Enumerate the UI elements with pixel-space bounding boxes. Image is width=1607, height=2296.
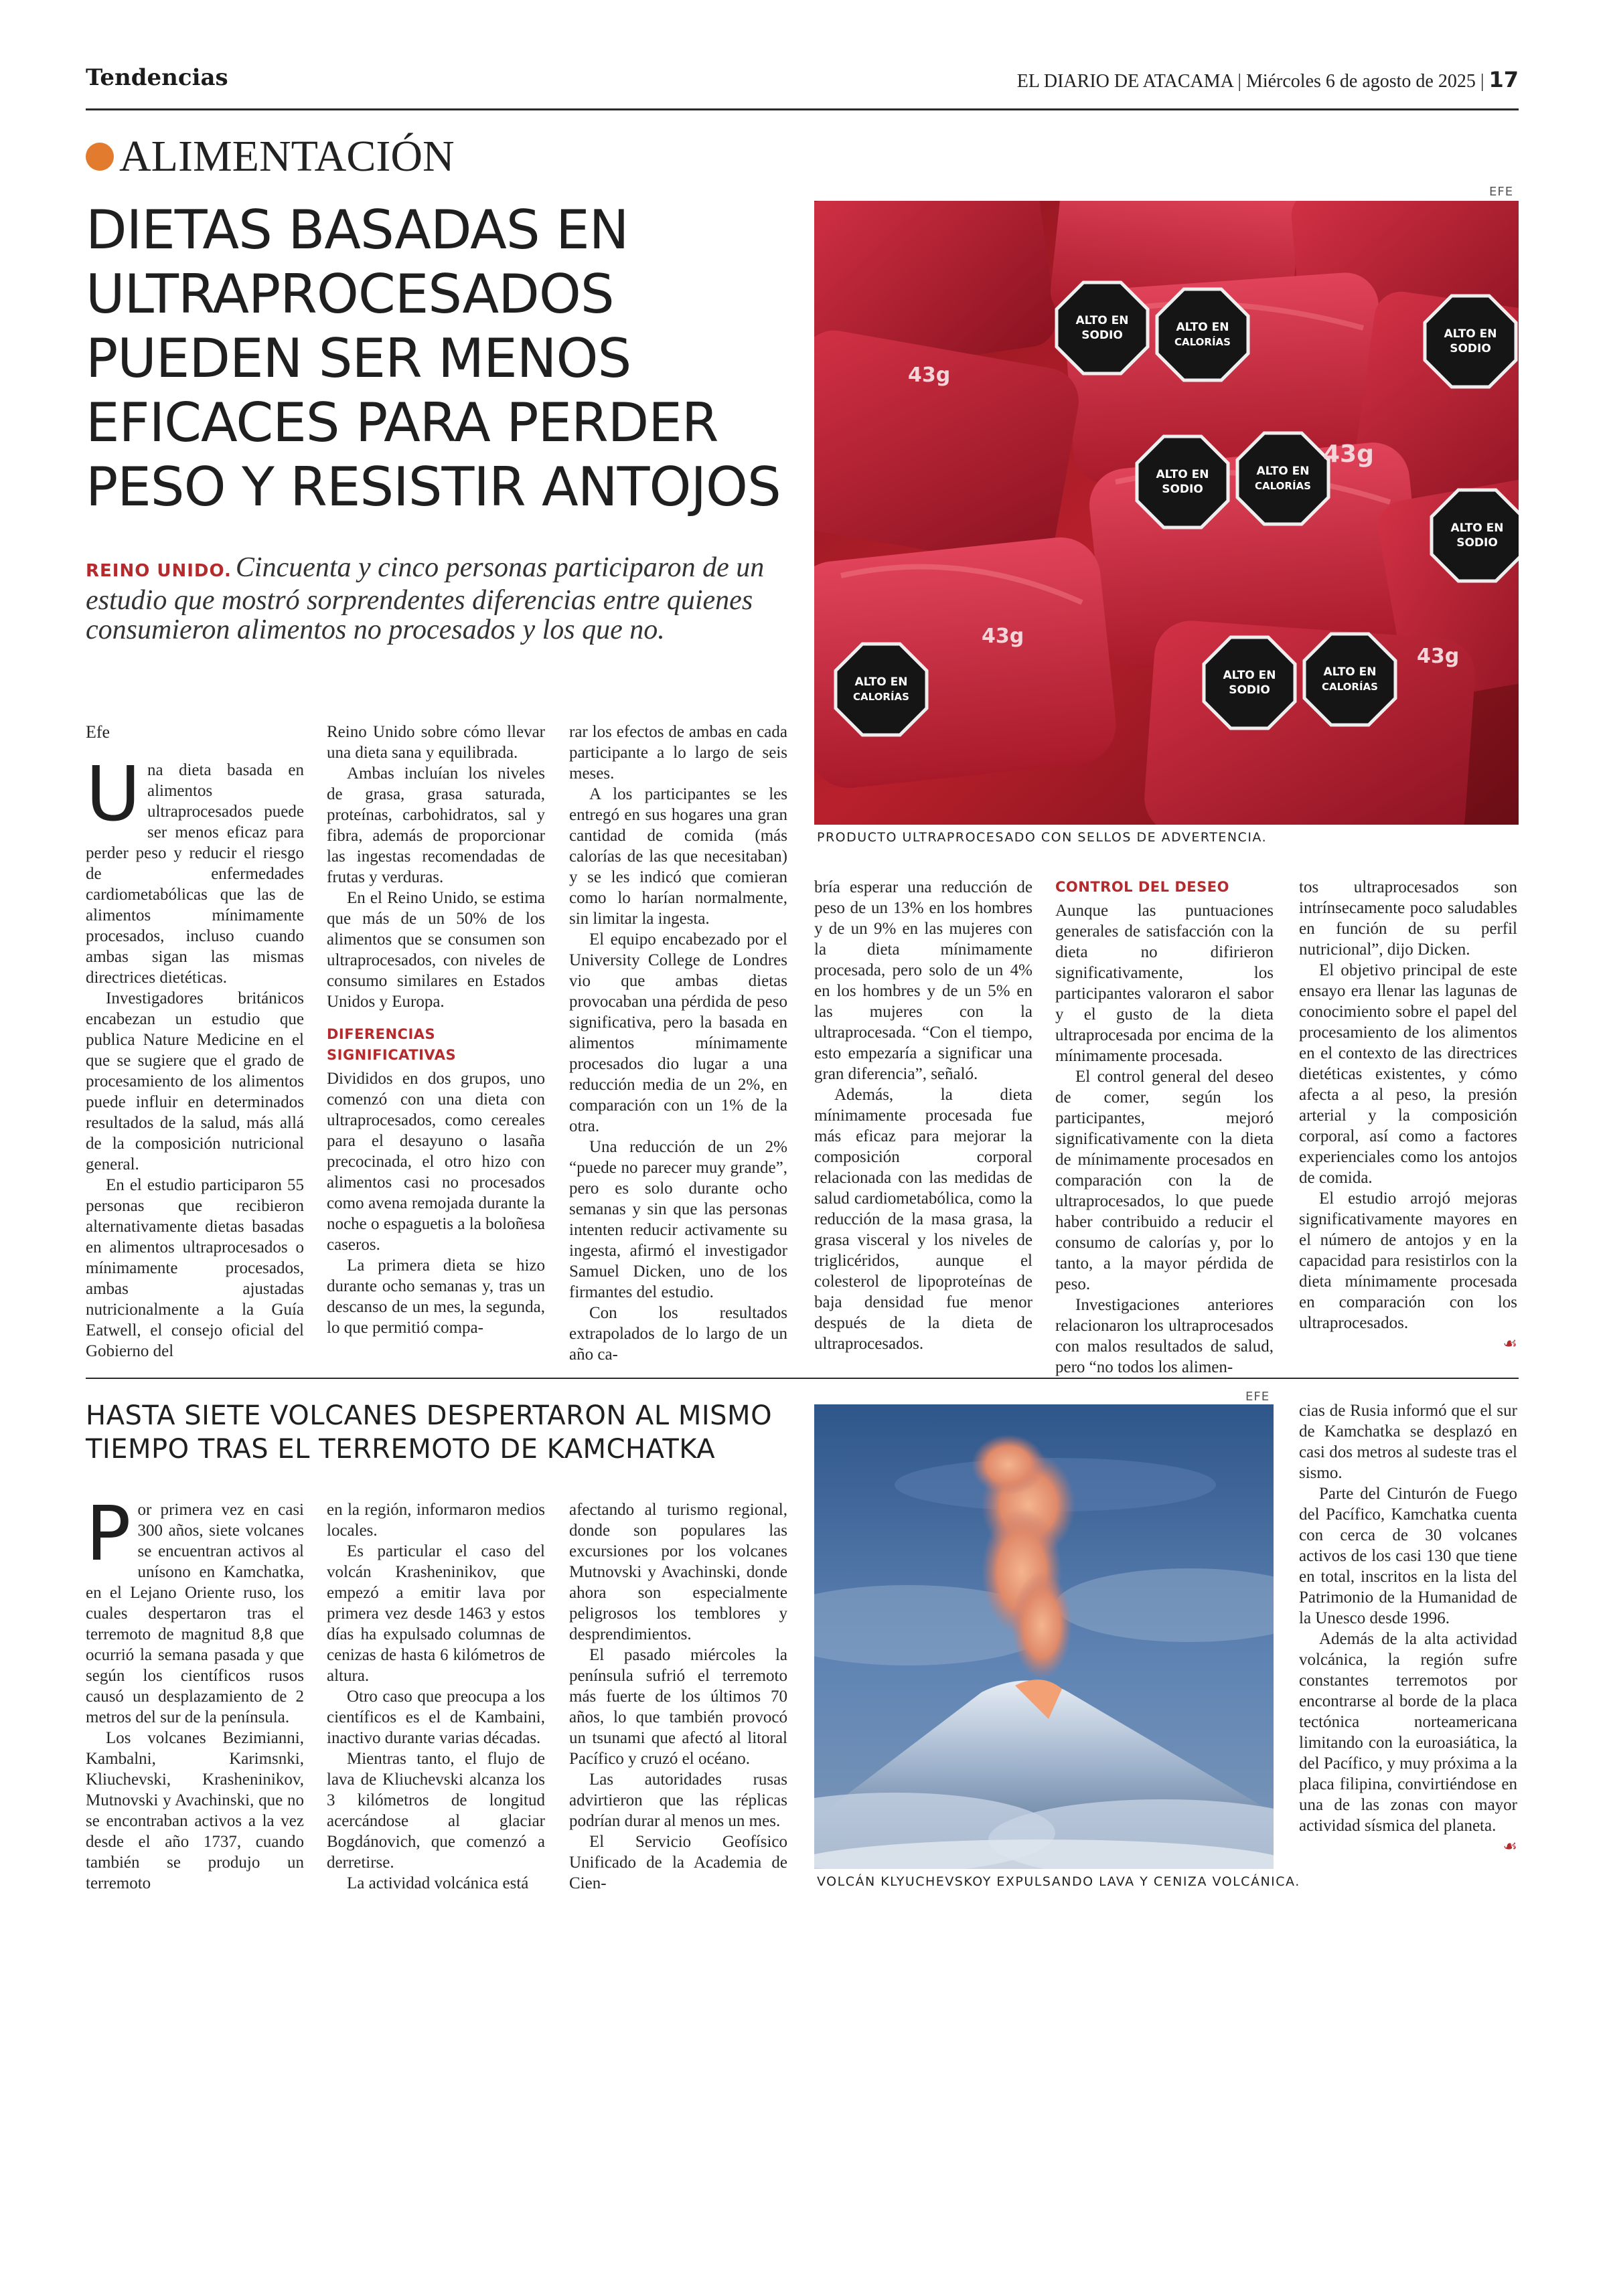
paragraph: Divididos en dos grupos, uno comenzó con una dieta con ultraprocesados, como cereales para el desayuno o lasaña precocinada, el otro hizo con alimentos casi no procesados como avena remojada durante la noche o espaguetis a la boloñesa caseros.	[327, 1070, 545, 1254]
end-mark-icon: ☙	[1503, 1837, 1517, 1856]
paragraph: La primera dieta se hizo durante ocho semanas y, tras un descanso de un mes, la segunda, lo que permitió compa-	[327, 1256, 545, 1337]
paragraph: Mientras tanto, el flujo de lava de Kliuchevski alcanza los 3 kilómetros de longitud acercándose al glaciar Bogdánovich, que comenzó a derretirse.	[327, 1750, 545, 1872]
paragraph: Las autoridades rusas advirtieron que las réplicas podrían durar al menos un mes.	[569, 1771, 787, 1830]
article2-column-3	[569, 1499, 787, 1894]
drop-cap: U	[86, 751, 141, 838]
paragraph: El objetivo principal de este ensayo era llenar las lagunas de conocimiento sobre el papel del procesamiento de los alimentos en el contexto de las directrices dietéticas existentes, y cómo afecta a al peso, la presión arterial y la composición corporal, así como a factores experienciales como los antojos de comida.	[1299, 961, 1517, 1187]
paragraph: El pasado miércoles la península sufrió el terremoto más fuerte de los últimos 70 años, lo que también provocó un tsunami que afectó al litoral Pacífico y cruzó el océano.	[569, 1646, 787, 1768]
article-kicker	[86, 131, 455, 182]
header-rule	[86, 108, 1519, 110]
seal-label-calorias: CALORÍAS	[1174, 336, 1231, 348]
paragraph: Una reducción de un 2% “puede no parecer muy grande”, pero es solo durante ocho semanas y sin que las personas intenten reducir activamente su ingesta, afirmó el investigador Samuel Dicken, uno de los firmantes del estudio.	[569, 1138, 787, 1301]
paragraph: La actividad volcánica está	[347, 1874, 529, 1892]
volcano-photo	[814, 1404, 1274, 1869]
header-separator: |	[1237, 71, 1246, 92]
paragraph: En el Reino Unido, se estima que más de un 50% de los alimentos que se consumen son ultraprocesados, con niveles de consumo similares en Estados Unidos y Europa.	[327, 889, 545, 1011]
article-lede	[86, 553, 795, 645]
seal-label-line1: ALTO EN	[1450, 521, 1504, 535]
paragraph: El Servicio Geofísico Unificado de la Academia de Cien-	[569, 1833, 787, 1892]
paragraph: A los participantes se les entregó en sus hogares una gran cantidad de comida (más calorías de las que necesitaban) y se les indicó que comieran como lo harían normalmente, sin limitar la ingesta.	[569, 785, 787, 928]
article-column-6	[1299, 877, 1517, 1354]
package-weight: 43g	[1323, 440, 1374, 468]
paragraph: Con los resultados extrapolados de lo largo de un año ca-	[569, 1304, 787, 1364]
paragraph: El estudio arrojó mejoras significativamente mayores en el número de antojos y en la capacidad para resistirlos con la dieta mínimamente procesada en comparación con los ultraprocesados.	[1299, 1190, 1517, 1332]
article2-column-2	[327, 1499, 545, 1894]
lede-location: REINO UNIDO.	[86, 561, 232, 581]
seal-label-sodio: SODIO	[1456, 536, 1498, 550]
seal-label-line1: ALTO EN	[1256, 465, 1310, 478]
article-subhead: DIFERENCIAS SIGNIFICATIVAS	[327, 1026, 457, 1063]
seal-label-line1: ALTO EN	[1444, 327, 1497, 341]
paragraph: Además, la dieta mínimamente procesada fue más eficaz para mejorar la composición corporal relacionada con las medidas de salud cardiometabólica, como la reducción de la masa grasa, la grasa visceral y los niveles de triglicéridos, aunque el colesterol de lipoproteínas de baja densidad fue menor después de la dieta de ultraprocesados.	[814, 1086, 1032, 1353]
seal-label-line1: ALTO EN	[1323, 665, 1377, 679]
product-photo-illustration	[814, 201, 1519, 825]
photo-credit: EFE	[1245, 1390, 1270, 1404]
seal-label-calorias: CALORÍAS	[1322, 681, 1378, 693]
paragraph: Investigadores británicos encabezan un estudio que publica Nature Medicine en el que se sugiere que el grado de procesamiento de los alimentos puede influir en determinados resultados de la salud, más allá de la composición nutricional general.	[86, 989, 304, 1173]
seal-label-line1: ALTO EN	[1176, 321, 1229, 334]
article-column-5	[1055, 877, 1274, 1378]
article-headline: DIETAS BASADAS EN ULTRAPROCESADOS PUEDEN SER MENOS EFICACES PARA PERDER PESO Y RESISTIR ANTOJOS	[86, 199, 781, 518]
paragraph: El equipo encabezado por el University College de Londres vio que ambas dietas provocaban una pérdida de peso significativa, pero la basada en alimentos mínimamente procesados dio lugar a una reducción media de un 2%, en comparación con un 1% de la otra.	[569, 930, 787, 1135]
header-separator: |	[1480, 71, 1489, 92]
photo-caption: PRODUCTO ULTRAPROCESADO CON SELLOS DE ADVERTENCIA.	[817, 830, 1268, 845]
seal-label-sodio: SODIO	[1450, 342, 1491, 355]
paragraph: Además de la alta actividad volcánica, la región sufre constantes terremotos por encontrarse al borde de la placa tectónica norteamericana limitando con la euroasiática, la del Pacífico, y muy próxima a la placa filipina, convirtiéndose en una de las zonas con mayor actividad sísmica del planeta.	[1299, 1630, 1517, 1835]
paragraph: afectando al turismo regional, donde son populares las excursiones por los volcanes Mutnovski y Avachinski, donde ahora son especialmente peligrosos los temblores y desprendimientos.	[569, 1501, 787, 1643]
seal-label-line1: ALTO EN	[1075, 314, 1129, 327]
article-column-3	[569, 722, 787, 1365]
seal-label-sodio: SODIO	[1162, 483, 1203, 496]
seal-label-calorias: CALORÍAS	[1255, 480, 1311, 492]
article-divider	[86, 1378, 1519, 1379]
seal-label-line1: ALTO EN	[1223, 669, 1276, 682]
paragraph: Es particular el caso del volcán Krasheninikov, que empezó a emitir lava por primera vez desde 1463 y estos días ha expulsado columnas de cenizas de hasta 6 kilómetros de altura.	[327, 1542, 545, 1685]
photo-credit: EFE	[1489, 185, 1514, 199]
paragraph: na dieta basada en alimentos ultraprocesados puede ser menos eficaz para perder peso y reducir el riesgo de enfermedades cardiometabólicas que las de alimentos mínimamente procesados, incluso cuando ambas sigan las mismas directrices dietéticas.	[86, 761, 304, 987]
seal-label-sodio: SODIO	[1081, 329, 1123, 342]
seal-label-line1: ALTO EN	[854, 675, 908, 689]
section-name: Tendencias	[86, 64, 228, 91]
seal-label-sodio: SODIO	[1229, 683, 1270, 697]
kicker-dot-icon	[86, 143, 114, 171]
article2-column-4	[1299, 1400, 1517, 1857]
paragraph: bría esperar una reducción de peso de un 13% en los hombres y de un 9% en las mujeres con la dieta mínimamente procesada, pero solo de un 4% en los hombres y de un 5% en las mujeres con la ultraprocesada. “Con el tiempo, esto empezaría a significar una gran diferencia”, señaló.	[814, 878, 1032, 1083]
drop-cap: P	[86, 1491, 131, 1578]
paragraph: Parte del Cinturón de Fuego del Pacífico, Kamchatka cuenta con cerca de 30 volcanes activos de los casi 130 que tiene en total, inscritos en la lista del Patrimonio de la Humanidad de la Unesco desde 1996.	[1299, 1485, 1517, 1627]
paragraph: Otro caso que preocupa a los científicos es el de Kambaini, inactivo durante varias décadas.	[327, 1688, 545, 1747]
article-column-2	[327, 722, 545, 1338]
end-mark-icon: ☙	[1503, 1334, 1517, 1353]
paragraph: En el estudio participaron 55 personas que recibieron alternativamente dietas basadas en alimentos ultraprocesados o mínimamente procesados, ambas ajustadas nutricionalmente a la Guía Eatwell, el consejo oficial del Gobierno del	[86, 1176, 304, 1360]
paragraph: tos ultraprocesados son intrínsecamente poco saludables en función de su perfil nutricional”, dijo Dicken.	[1299, 878, 1517, 959]
paragraph: rar los efectos de ambas en cada participante a lo largo de seis meses.	[569, 723, 787, 783]
paragraph: cias de Rusia informó que el sur de Kamchatka se desplazó en casi dos metros al sudeste tras el sismo.	[1299, 1402, 1517, 1482]
paragraph: Reino Unido sobre cómo llevar una dieta sana y equilibrada.	[327, 723, 545, 762]
article-subhead: CONTROL DEL DESEO	[1055, 879, 1229, 895]
page-number: 17	[1488, 67, 1519, 92]
paragraph: Ambas incluían los niveles de grasa, grasa saturada, proteínas, carbohidratos, sal y fibra, además de proporcionar las ingestas recomendadas de frutas y verduras.	[327, 764, 545, 886]
paragraph: en la región, informaron medios locales.	[327, 1501, 545, 1540]
photo-caption: VOLCÁN KLYUCHEVSKOY EXPULSANDO LAVA Y CENIZA VOLCÁNICA.	[817, 1874, 1300, 1889]
issue-date: Miércoles 6 de agosto de 2025	[1245, 71, 1476, 92]
package-weight: 43g	[1417, 645, 1460, 668]
paragraph: Aunque las puntuaciones generales de satisfacción con la dieta no difirieron significativamente, los participantes valoraron el sabor y el gusto de la dieta ultraprocesada por encima de la mínimamente procesada.	[1055, 902, 1274, 1065]
product-photo	[814, 201, 1519, 825]
volcano-photo-illustration	[814, 1404, 1274, 1869]
paragraph: El control general del deseo de comer, según los participantes, mejoró significativamente con la dieta de mínimamente procesados en comparación con la de ultraprocesados, lo que puede haber contribuido a reducir el consumo de calorías y, por lo tanto, a la mayor pérdida de peso.	[1055, 1068, 1274, 1293]
article-column-4	[814, 877, 1032, 1354]
lede-text: Cincuenta y cinco personas participaron de un estudio que mostró sorprendentes diferencias entre quienes consumieron alimentos no procesados y los que no.	[86, 552, 765, 645]
article-byline: Efe	[86, 722, 110, 742]
article-headline-2: HASTA SIETE VOLCANES DESPERTARON AL MISMO TIEMPO TRAS EL TERREMOTO DE KAMCHATKA	[86, 1400, 773, 1465]
kicker-label: ALIMENTACIÓN	[119, 132, 455, 181]
package-weight: 43g	[982, 625, 1024, 648]
paragraph: Investigaciones anteriores relacionaron los ultraprocesados con malos resultados de salud, pero “no todos los alimen-	[1055, 1296, 1274, 1376]
masthead-info	[1017, 67, 1519, 92]
newspaper-name: EL DIARIO DE ATACAMA	[1016, 71, 1233, 92]
paragraph: Los volcanes Bezimianni, Kambalni, Karimsnki, Kliuchevski, Krasheninikov, Mutnovski y Avachinski, que no se encontraban activos a la vez desde el año 1737, cuando también se produjo un terremoto	[86, 1729, 304, 1892]
article-column-1	[86, 722, 304, 1362]
article2-column-1	[86, 1491, 304, 1894]
package-weight: 43g	[908, 363, 951, 387]
seal-label-calorias: CALORÍAS	[853, 691, 909, 703]
seal-label-line1: ALTO EN	[1156, 468, 1209, 481]
paragraph: or primera vez en casi 300 años, siete volcanes se encuentran activos al unísono en Kamchatka, en el Lejano Oriente ruso, los cuales despertaron tras el terremoto de magnitud 8,8 que ocurrió la semana pasada y que según los científicos rusos causó un desplazamiento de 2 metros del sur de la península.	[86, 1501, 304, 1726]
